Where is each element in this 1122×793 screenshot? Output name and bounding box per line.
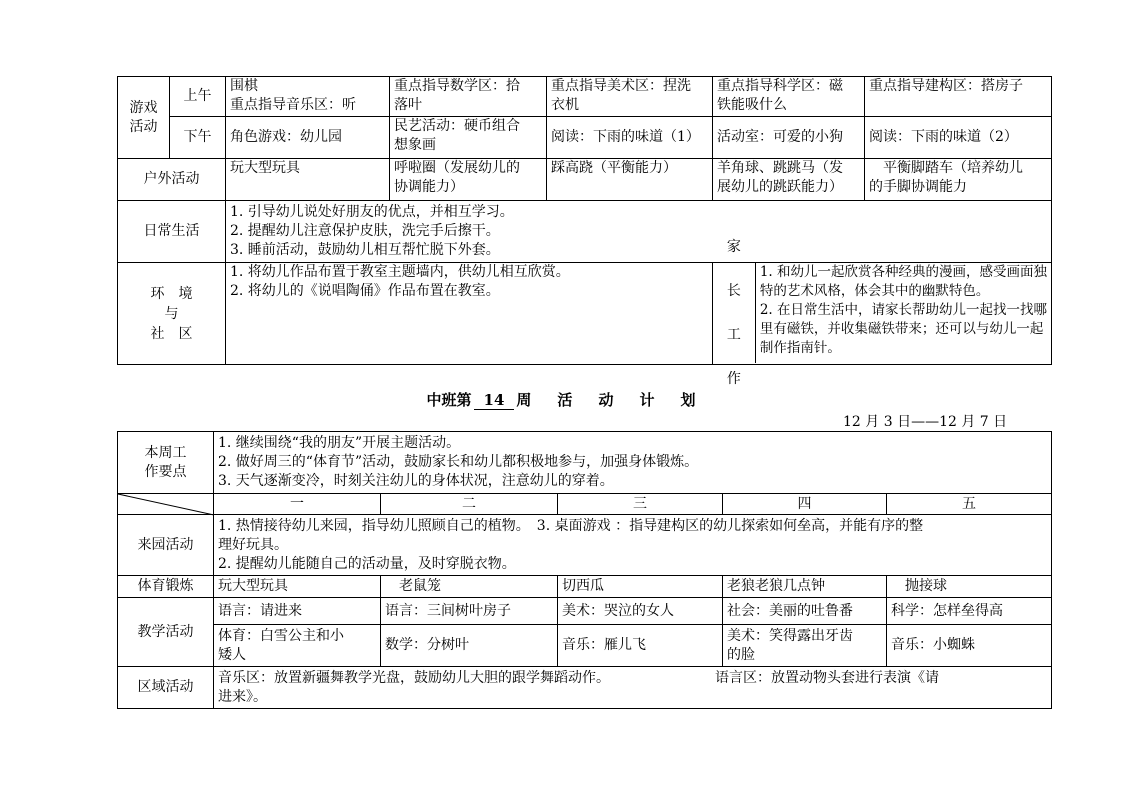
week-number: 14 [474, 391, 515, 410]
outdoor-mon: 玩大型玩具 [226, 159, 390, 201]
daily-life-content: 1. 引导幼儿说处好朋友的优点，并相互学习。 2. 提醒幼儿注意保护皮肤，洗完手后擦干。 3. 睡前活动，鼓励幼儿相互帮忙脱下外套。 [226, 201, 1052, 263]
afternoon-thu: 活动室：可爱的小狗 [713, 117, 865, 159]
week-plan-title: 中班第 14 周 活 动 计 划 [426, 391, 696, 409]
outdoor-label: 户外活动 [118, 159, 226, 201]
arrival-activity-content: 1. 热情接待幼儿来园，指导幼儿照顾自己的植物。 3. 桌面游戏 ：指导建构区的幼儿探索如何垒高，并能有序的整 理好玩具。 2. 提醒幼儿能随自己的活动量，及时穿脱衣物。 [214, 515, 1052, 576]
daily-life-label: 日常生活 [118, 201, 226, 263]
pe-tue: 老鼠笼 [381, 576, 558, 598]
top-plan-table [117, 76, 1052, 387]
week-date-range: 12 月 3 日——12 月 7 日 [843, 414, 1008, 430]
day-header-thu: 四 [723, 494, 887, 515]
game-activity-label: 游戏 活动 [118, 77, 170, 159]
morning-wed: 重点指导美术区：捏洗 衣机 [547, 77, 713, 117]
outdoor-thu: 羊角球、跳跳马（发 展幼儿的跳跃能力） [713, 159, 865, 201]
afternoon-wed: 阅读：下雨的味道（1） [547, 117, 713, 159]
outdoor-tue: 呼啦圈（发展幼儿的 协调能力） [390, 159, 547, 201]
day-header-wed: 三 [558, 494, 723, 515]
area-activity-label: 区域活动 [118, 667, 214, 709]
parent-work-label: 家 长 工 作 [713, 263, 756, 363]
parent-work-cell [713, 239, 1052, 387]
teach-row2-wed: 音乐：雁儿飞 [558, 625, 723, 667]
teach-row1-fri: 科学：怎样垒得高 [887, 598, 1052, 625]
teach-row2-tue: 数学：分树叶 [381, 625, 558, 667]
morning-thu: 重点指导科学区：磁 铁能吸什么 [713, 77, 865, 117]
weekly-focus-content: 1. 继续围绕“我的朋友”开展主题活动。 2. 做好周三的“体育节”活动，鼓励家长和幼儿都积极地参与，加强身体锻炼。 3. 天气逐渐变冷，时刻关注幼儿的身体状况，注意幼儿的穿着。 [214, 432, 1052, 494]
pe-thu: 老狼老狼几点钟 [723, 576, 887, 598]
morning-mon: 围棋 重点指导音乐区：听 [226, 77, 390, 117]
environment-content: 1. 将幼儿作品布置于教室主题墙内，供幼儿相互欣赏。 2. 将幼儿的《说唱陶俑》作品布置在教室。 [226, 263, 713, 365]
morning-label: 上午 [170, 77, 226, 117]
afternoon-tue: 民艺活动：硬币组合 想象画 [390, 117, 547, 159]
day-header-fri: 五 [887, 494, 1052, 515]
teach-row1-wed: 美术：哭泣的女人 [558, 598, 723, 625]
weekly-focus-label: 本周工 作要点 [118, 432, 214, 494]
teach-row2-thu: 美术：笑得露出牙齿 的脸 [723, 625, 887, 667]
afternoon-mon: 角色游戏：幼儿园 [226, 117, 390, 159]
afternoon-fri: 阅读：下雨的味道（2） [865, 117, 1052, 159]
morning-fri: 重点指导建构区：搭房子 [865, 77, 1052, 117]
diagonal-header-cell [118, 494, 214, 515]
afternoon-label: 下午 [170, 117, 226, 159]
area-activity-content: 音乐区：放置新疆舞教学光盘，鼓励幼儿大胆的跟学舞蹈动作。 语言区：放置动物头套进行表演《请 进来》。 [214, 667, 1052, 709]
outdoor-fri: 平衡脚踏车（培养幼儿 的手脚协调能力 [865, 159, 1052, 201]
pe-wed: 切西瓜 [558, 576, 723, 598]
parent-work-content: 1. 和幼儿一起欣赏各种经典的漫画，感受画面独 特的艺术风格，体会其中的幽默特色。 2. 在日常生活中，请家长帮助幼儿一起找一找哪 里有磁铁，并收集磁铁带来；还可以与幼儿一起 制作指南针。 [759, 264, 1047, 356]
outdoor-wed: 踩高跷（平衡能力） [547, 159, 713, 201]
diagonal-line [118, 494, 214, 515]
environment-label: 环 境 与 社 区 [118, 263, 226, 365]
teach-row2-fri: 音乐：小蜘蛛 [887, 625, 1052, 667]
day-header-tue: 二 [381, 494, 558, 515]
teach-row1-tue: 语言：三间树叶房子 [381, 598, 558, 625]
day-header-mon: 一 [214, 494, 381, 515]
pe-label: 体育锻炼 [118, 576, 214, 598]
teach-row1-mon: 语言：请进来 [214, 598, 381, 625]
arrival-activity-label: 来园活动 [118, 515, 214, 576]
teach-row2-mon: 体育：白雪公主和小 矮人 [214, 625, 381, 667]
teach-row1-thu: 社会：美丽的吐鲁番 [723, 598, 887, 625]
morning-tue: 重点指导数学区：拾 落叶 [390, 77, 547, 117]
bottom-plan-table [117, 431, 1052, 709]
teaching-activity-label: 教学活动 [118, 598, 214, 667]
pe-mon: 玩大型玩具 [214, 576, 381, 598]
pe-fri: 抛接球 [887, 576, 1052, 598]
